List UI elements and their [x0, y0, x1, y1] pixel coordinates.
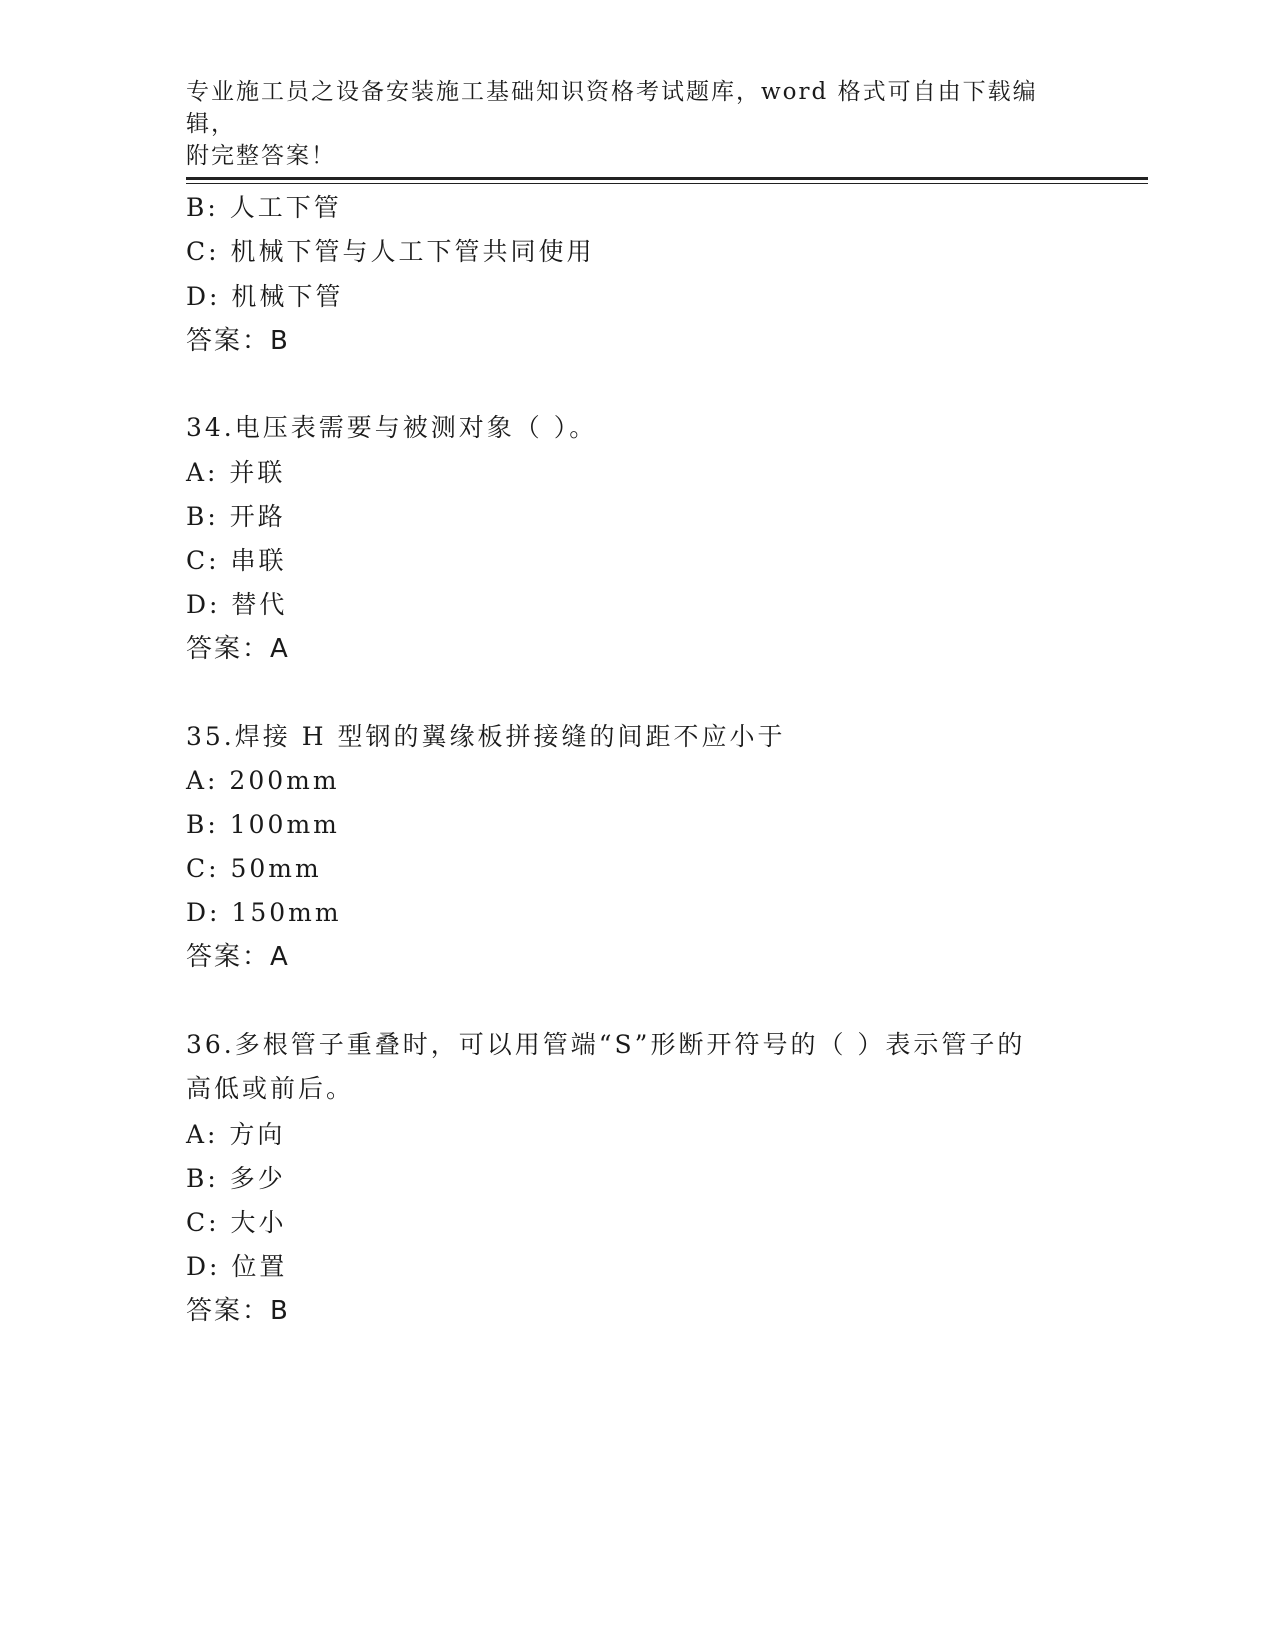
question-36-option-d: D: 位置 [186, 1252, 288, 1281]
document-header [186, 76, 1066, 172]
header-line-2: 附完整答案！ [186, 143, 336, 169]
question-35-option-a: A: 200mm [186, 766, 340, 795]
question-35-option-b: B: 100mm [186, 810, 340, 839]
option-c: C: 机械下管与人工下管共同使用 [186, 237, 595, 266]
question-36-stem-line-2: 高低或前后。 [186, 1074, 355, 1103]
header-divider-thin [186, 183, 1148, 184]
question-35-stem: 35.焊接 H 型钢的翼缘板拼接缝的间距不应小于 [186, 722, 786, 751]
question-35-option-c: C: 50mm [186, 854, 322, 883]
question-35-answer: 答案：A [186, 942, 290, 972]
header-divider-thick [186, 177, 1148, 180]
answer-label: 答案：B [186, 326, 290, 356]
question-36-option-c: C: 大小 [186, 1208, 287, 1237]
question-36-stem-line-1: 36.多根管子重叠时，可以用管端“S”形断开符号的（ ）表示管子的 [186, 1030, 1026, 1059]
option-d: D: 机械下管 [186, 282, 344, 311]
header-line-1: 专业施工员之设备安装施工基础知识资格考试题库，word 格式可自由下载编辑， [186, 79, 1038, 137]
question-34-option-a: A: 并联 [186, 458, 286, 487]
question-34-option-d: D: 替代 [186, 590, 288, 619]
question-36-option-a: A: 方向 [186, 1120, 286, 1149]
question-34-option-b: B: 开路 [186, 502, 286, 531]
question-36-option-b: B: 多少 [186, 1164, 286, 1193]
question-34-option-c: C: 串联 [186, 546, 287, 575]
question-34-answer: 答案：A [186, 634, 290, 664]
question-34-stem: 34.电压表需要与被测对象（ ）。 [186, 413, 598, 442]
question-35-option-d: D: 150mm [186, 898, 342, 927]
option-b: B: 人工下管 [186, 193, 342, 222]
question-36-answer: 答案：B [186, 1296, 290, 1326]
